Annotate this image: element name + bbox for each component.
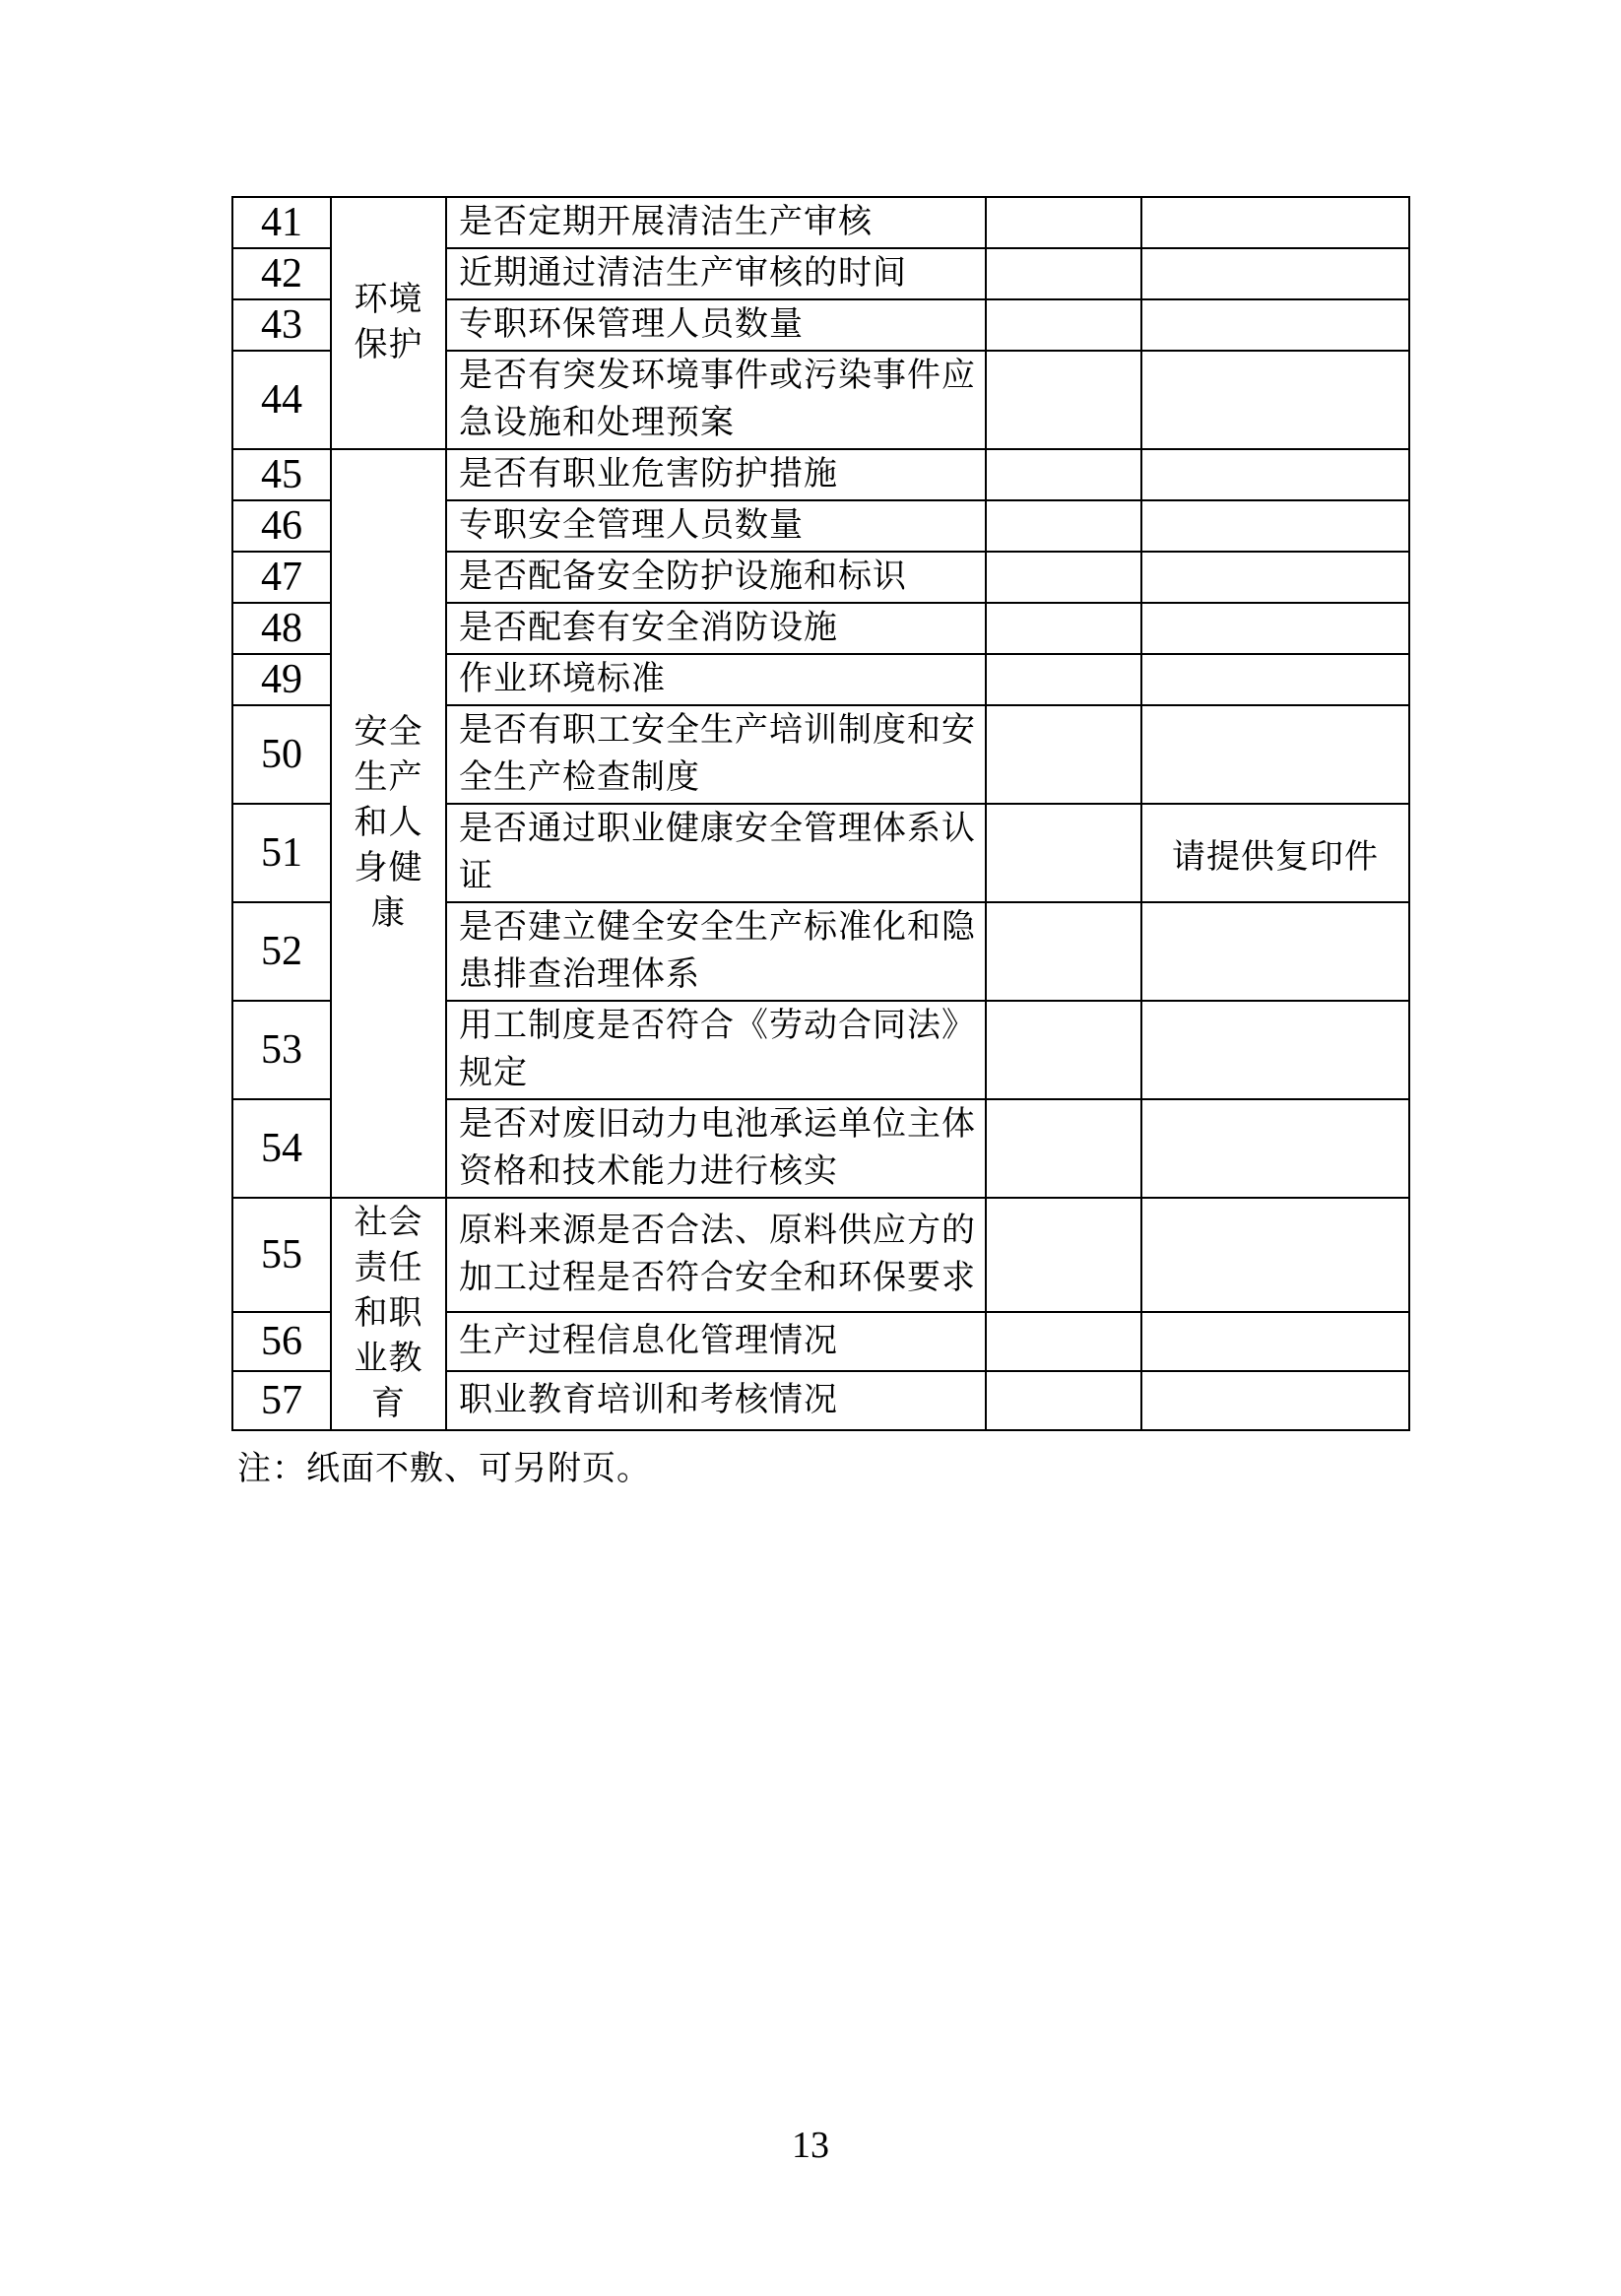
category-cell: 社会责任和职业教育 bbox=[331, 1198, 446, 1430]
item-cell: 是否配备安全防护设施和标识 bbox=[446, 552, 986, 603]
item-cell: 是否配套有安全消防设施 bbox=[446, 603, 986, 654]
row-number-cell: 47 bbox=[232, 552, 331, 603]
category-cell: 环境保护 bbox=[331, 197, 446, 449]
remark-cell bbox=[1141, 654, 1409, 705]
item-cell: 近期通过清洁生产审核的时间 bbox=[446, 248, 986, 299]
row-number-cell: 51 bbox=[232, 804, 331, 902]
remark-cell bbox=[1141, 1099, 1409, 1198]
remark-cell bbox=[1141, 449, 1409, 500]
response-cell bbox=[986, 1371, 1141, 1430]
footnote: 注：纸面不敷、可另附页。 bbox=[237, 1451, 651, 1487]
page-number: 13 bbox=[792, 2125, 829, 2166]
table-row bbox=[232, 1198, 1409, 1312]
audit-items-table bbox=[231, 196, 1410, 1431]
response-cell bbox=[986, 299, 1141, 351]
response-cell bbox=[986, 197, 1141, 248]
response-cell bbox=[986, 1001, 1141, 1099]
response-cell bbox=[986, 449, 1141, 500]
response-cell bbox=[986, 552, 1141, 603]
remark-cell bbox=[1141, 500, 1409, 552]
row-number-cell: 49 bbox=[232, 654, 331, 705]
response-cell bbox=[986, 500, 1141, 552]
remark-cell bbox=[1141, 1198, 1409, 1312]
table-row bbox=[232, 197, 1409, 248]
response-cell bbox=[986, 654, 1141, 705]
item-cell: 是否有突发环境事件或污染事件应急设施和处理预案 bbox=[446, 351, 986, 449]
row-number-cell: 57 bbox=[232, 1371, 331, 1430]
item-cell: 是否建立健全安全生产标准化和隐患排查治理体系 bbox=[446, 902, 986, 1001]
remark-cell bbox=[1141, 299, 1409, 351]
response-cell bbox=[986, 1312, 1141, 1371]
remark-cell: 请提供复印件 bbox=[1141, 804, 1409, 902]
row-number-cell: 56 bbox=[232, 1312, 331, 1371]
response-cell bbox=[986, 705, 1141, 804]
table-block bbox=[231, 196, 1408, 1489]
row-number-cell: 45 bbox=[232, 449, 331, 500]
row-number-cell: 55 bbox=[232, 1198, 331, 1312]
row-number-cell: 54 bbox=[232, 1099, 331, 1198]
item-cell: 职业教育培训和考核情况 bbox=[446, 1371, 986, 1430]
item-cell: 原料来源是否合法、原料供应方的加工过程是否符合安全和环保要求 bbox=[446, 1198, 986, 1312]
remark-cell bbox=[1141, 248, 1409, 299]
item-cell: 是否定期开展清洁生产审核 bbox=[446, 197, 986, 248]
row-number-cell: 53 bbox=[232, 1001, 331, 1099]
row-number-cell: 48 bbox=[232, 603, 331, 654]
remark-cell bbox=[1141, 1001, 1409, 1099]
response-cell bbox=[986, 804, 1141, 902]
category-cell: 安全生产和人身健康 bbox=[331, 449, 446, 1198]
audit-table-body bbox=[232, 197, 1409, 1430]
response-cell bbox=[986, 603, 1141, 654]
item-cell: 作业环境标准 bbox=[446, 654, 986, 705]
item-cell: 是否通过职业健康安全管理体系认证 bbox=[446, 804, 986, 902]
remark-cell bbox=[1141, 552, 1409, 603]
row-number-cell: 43 bbox=[232, 299, 331, 351]
remark-cell bbox=[1141, 603, 1409, 654]
row-number-cell: 52 bbox=[232, 902, 331, 1001]
response-cell bbox=[986, 1099, 1141, 1198]
response-cell bbox=[986, 248, 1141, 299]
item-cell: 是否有职业危害防护措施 bbox=[446, 449, 986, 500]
response-cell bbox=[986, 1198, 1141, 1312]
response-cell bbox=[986, 351, 1141, 449]
row-number-cell: 46 bbox=[232, 500, 331, 552]
table-row bbox=[232, 449, 1409, 500]
remark-cell bbox=[1141, 1312, 1409, 1371]
item-cell: 是否对废旧动力电池承运单位主体资格和技术能力进行核实 bbox=[446, 1099, 986, 1198]
remark-cell bbox=[1141, 197, 1409, 248]
remark-cell bbox=[1141, 351, 1409, 449]
item-cell: 专职安全管理人员数量 bbox=[446, 500, 986, 552]
row-number-cell: 44 bbox=[232, 351, 331, 449]
row-number-cell: 42 bbox=[232, 248, 331, 299]
remark-cell bbox=[1141, 705, 1409, 804]
remark-cell bbox=[1141, 1371, 1409, 1430]
item-cell: 生产过程信息化管理情况 bbox=[446, 1312, 986, 1371]
row-number-cell: 41 bbox=[232, 197, 331, 248]
item-cell: 用工制度是否符合《劳动合同法》规定 bbox=[446, 1001, 986, 1099]
item-cell: 是否有职工安全生产培训制度和安全生产检查制度 bbox=[446, 705, 986, 804]
row-number-cell: 50 bbox=[232, 705, 331, 804]
response-cell bbox=[986, 902, 1141, 1001]
item-cell: 专职环保管理人员数量 bbox=[446, 299, 986, 351]
remark-cell bbox=[1141, 902, 1409, 1001]
